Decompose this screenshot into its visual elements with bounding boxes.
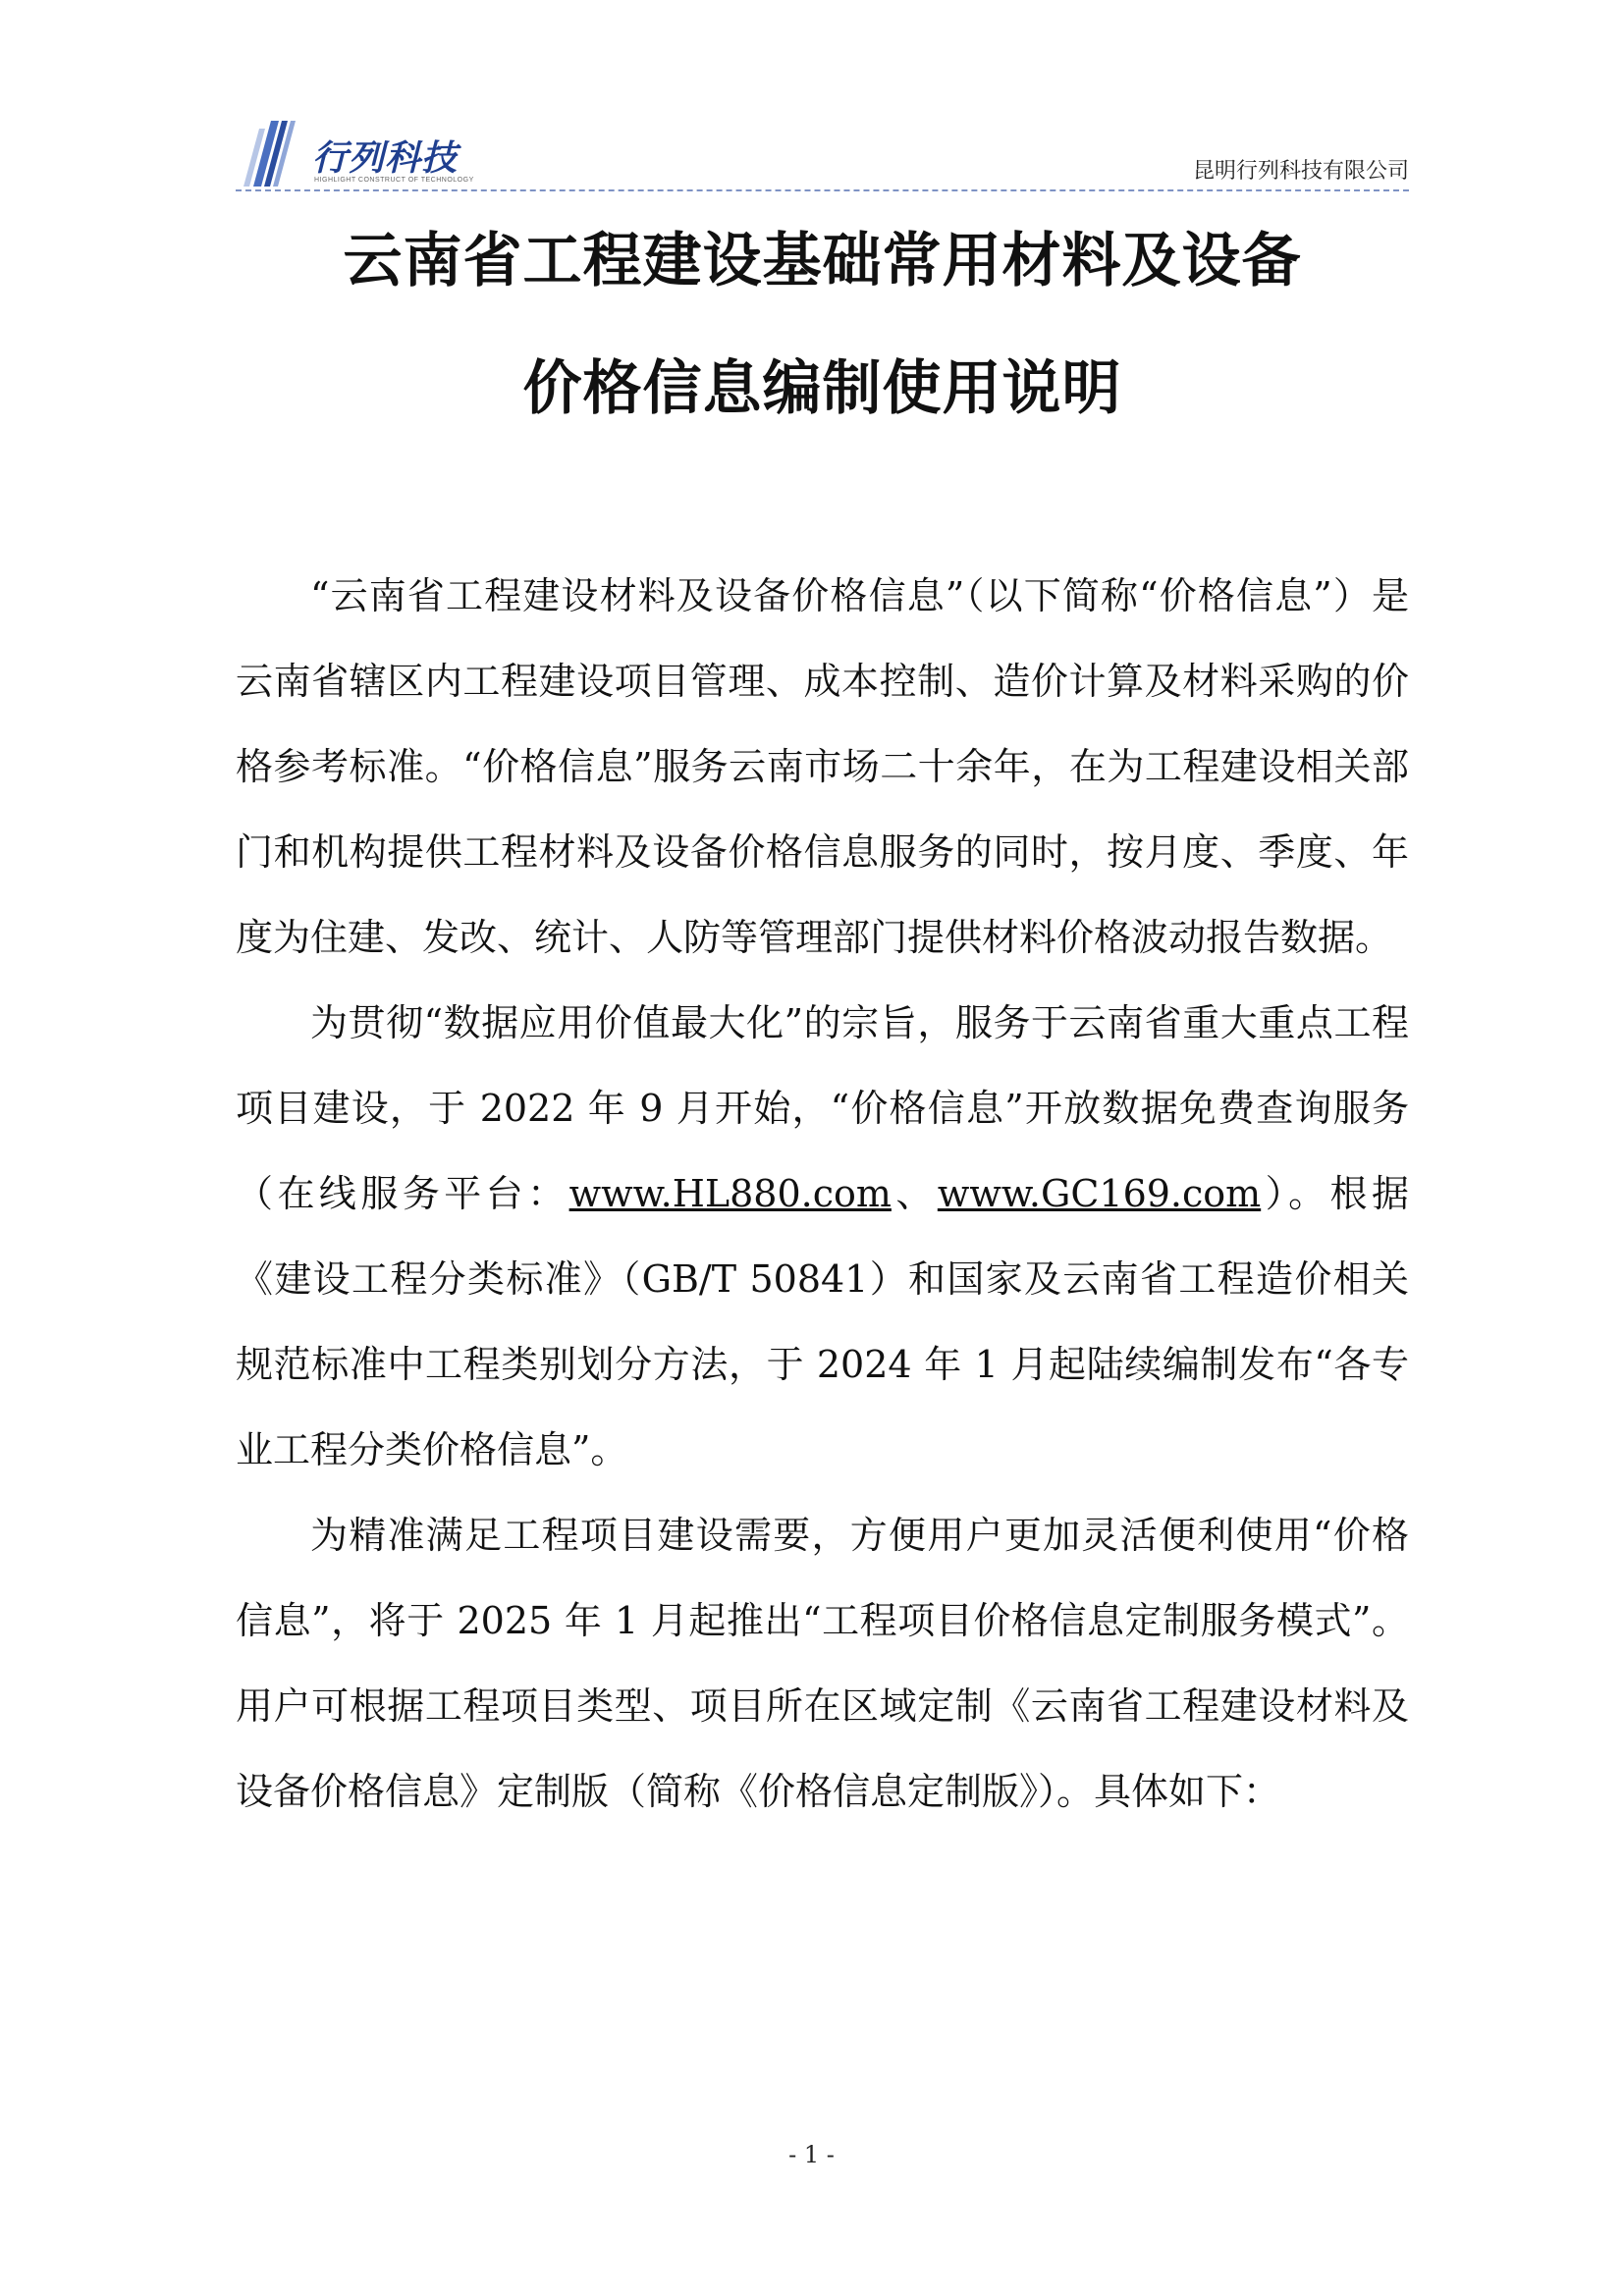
logo-subtitle: HIGHLIGHT CONSTRUCT OF TECHNOLOGY <box>314 177 474 184</box>
document-title-line-1: 云南省工程建设基础常用材料及设备 <box>343 227 1302 295</box>
paragraph-2 <box>236 981 1409 1493</box>
document-title-line-2: 价格信息编制使用说明 <box>522 354 1122 423</box>
logo-stripes-icon <box>236 113 304 191</box>
document-body <box>236 554 1409 1835</box>
page-number: - 1 - <box>788 2141 835 2168</box>
paragraph-2-text-b: ）。根据《建设工程分类标准》（GB/T 50841）和国家及云南省工程造价相关规范标准中工程类别划分方法，于 2024 年 1 月起陆续编制发布“各专业工程分类价格信息”。 <box>236 1172 1409 1471</box>
logo-text: 行列科技 <box>312 138 459 179</box>
link-hl880[interactable]: www.HL880.com <box>568 1172 892 1215</box>
paragraph-1: “云南省工程建设材料及设备价格信息”（以下简称“价格信息”）是云南省辖区内工程建设项目管理、成本控制、造价计算及材料采购的价格参考标准。“价格信息”服务云南市场二十余年，在为工程建设相关部门和机构提供工程材料及设备价格信息服务的同时，按月度、季度、年度为住建、发改、统计、人防等管理部门提供材料价格波动报告数据。 <box>236 574 1409 959</box>
company-name: 昆明行列科技有限公司 <box>1192 159 1409 184</box>
company-logo <box>236 113 530 191</box>
paragraph-3: 为精准满足工程项目建设需要，方便用户更加灵活便利使用“价格信息”，将于 2025 年 1 月起推出“工程项目价格信息定制服务模式”。用户可根据工程项目类型、项目所在区域定制《云南省工程建设材料及设备价格信息》定制版（简称《价格信息定制版》）。具体如下： <box>236 1514 1409 1813</box>
page-header <box>236 103 1409 191</box>
link-gc169[interactable]: www.GC169.com <box>937 1172 1262 1215</box>
link-separator: 、 <box>891 1172 938 1215</box>
header-divider <box>236 189 1409 191</box>
paragraph-2-text-a: 为贯彻“数据应用价值最大化”的宗旨，服务于云南省重大重点工程项目建设，于 2022 年 9 月开始，“价格信息”开放数据免费查询服务（在线服务平台： <box>236 1001 1409 1215</box>
